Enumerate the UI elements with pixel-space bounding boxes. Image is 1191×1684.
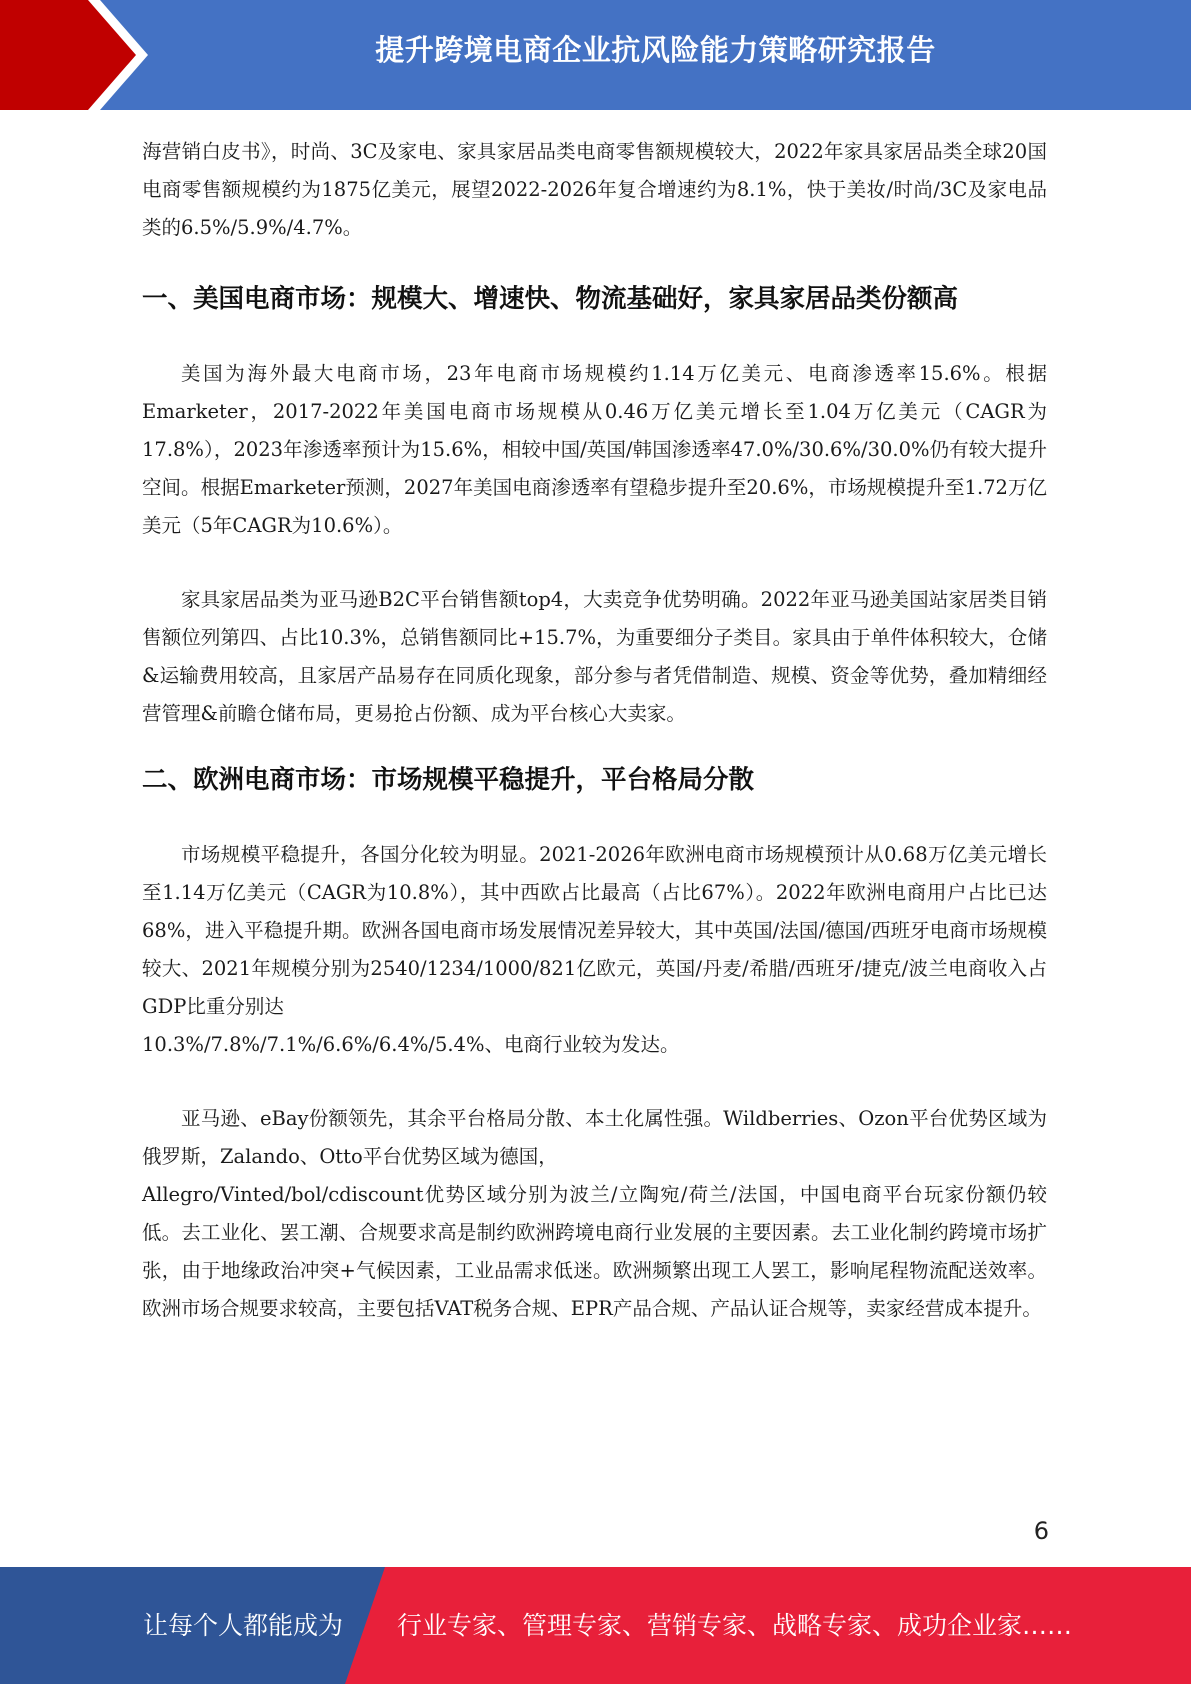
- document-title: 提升跨境电商企业抗风险能力策略研究报告: [375, 33, 936, 67]
- section-heading-eu-market: 二、欧洲电商市场：市场规模平稳提升，平台格局分散: [142, 765, 755, 795]
- page-content: [142, 133, 1047, 1328]
- paragraph-us-market-size: 美国为海外最大电商市场，23年电商市场规模约1.14万亿美元、电商渗透率15.6%。根据Emarketer，2017-2022年美国电商市场规模从0.46万亿美元增长至1.04万亿美元（CAGR为17.8%），2023年渗透率预计为15.6%，相较中国/英国/韩国渗透率47.0%/30.6%/30.0%仍有较大提升空间。根据Emarketer预测，2027年美国电商渗透率有望稳步提升至20.6%，市场规模提升至1.72万亿美元（5年CAGR为10.6%）。: [142, 362, 1047, 537]
- paragraph-eu-platforms: 亚马逊、eBay份额领先，其余平台格局分散、本土化属性强。Wildberries、Ozon平台优势区域为俄罗斯，Zalando、Otto平台优势区域为德国，: [142, 1107, 1047, 1168]
- footer-slogan-left: 让每个人都能成为: [143, 1611, 344, 1640]
- page-number: 6: [1033, 1517, 1049, 1545]
- page-footer: [0, 1567, 1191, 1684]
- paragraph-eu-platforms-continued: Allegro/Vinted/bol/cdiscount优势区域分别为波兰/立陶宛/荷兰/法国，中国电商平台玩家份额仍较低。去工业化、罢工潮、合规要求高是制约欧洲跨境电商行业发展的主要因素。去工业化制约跨境市场扩张，由于地缘政治冲突+气候因素，工业品需求低迷。欧洲频繁出现工人罢工，影响尾程物流配送效率。欧洲市场合规要求较高，主要包括VAT税务合规、EPR产品合规、产品认证合规等，卖家经营成本提升。: [142, 1183, 1047, 1320]
- paragraph-us-furniture-category: 家具家居品类为亚马逊B2C平台销售额top4，大卖竞争优势明确。2022年亚马逊美国站家居类目销售额位列第四、占比10.3%，总销售额同比+15.7%，为重要细分子类目。家具由于单件体积较大，仓储&运输费用较高，且家居产品易存在同质化现象，部分参与者凭借制造、规模、资金等优势，叠加精细经营管理&前瞻仓储布局，更易抢占份额、成为平台核心大卖家。: [142, 588, 1047, 725]
- footer-slogan-right: 行业专家、管理专家、营销专家、战略专家、成功企业家……: [397, 1611, 1073, 1640]
- section-heading-us-market: 一、美国电商市场：规模大、增速快、物流基础好，家具家居品类份额高: [142, 284, 959, 314]
- intro-paragraph: 海营销白皮书》，时尚、3C及家电、家具家居品类电商零售额规模较大，2022年家具家居品类全球20国电商零售额规模约为1875亿美元，展望2022-2026年复合增速约为8.1%，快于美妆/时尚/3C及家电品类的6.5%/5.9%/4.7%。: [142, 140, 1047, 239]
- page-header: [0, 0, 1191, 110]
- paragraph-eu-market-size: 市场规模平稳提升，各国分化较为明显。2021-2026年欧洲电商市场规模预计从0.68万亿美元增长至1.14万亿美元（CAGR为10.8%），其中西欧占比最高（占比67%）。2022年欧洲电商用户占比已达68%，进入平稳提升期。欧洲各国电商市场发展情况差异较大，其中英国/法国/德国/西班牙电商市场规模较大、2021年规模分别为2540/1234/1000/821亿欧元，英国/丹麦/希腊/西班牙/捷克/波兰电商收入占GDP比重分别达: [142, 843, 1047, 1018]
- paragraph-eu-market-size-continued: 10.3%/7.8%/7.1%/6.6%/6.4%/5.4%、电商行业较为发达。: [142, 1033, 680, 1056]
